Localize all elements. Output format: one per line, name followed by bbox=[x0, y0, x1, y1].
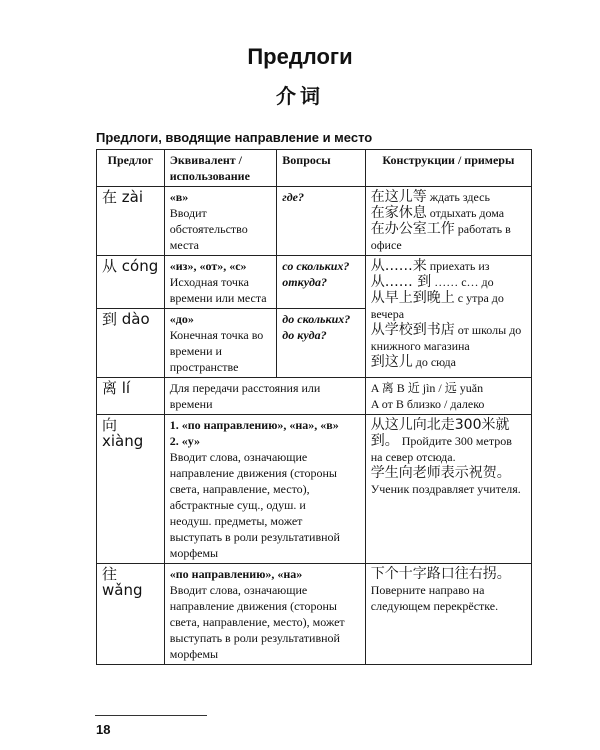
page-subtitle: 介词 bbox=[276, 84, 324, 108]
table-row bbox=[97, 378, 532, 415]
header-cell: Предлог bbox=[97, 150, 165, 187]
equivalent-cell bbox=[164, 256, 277, 309]
example-zh: 下个十字路口往右拐。 bbox=[370, 566, 511, 582]
footer-divider bbox=[95, 715, 207, 716]
example-zh: 从这儿向北走300米就到。 bbox=[370, 417, 510, 449]
example-zh: 到这儿 bbox=[370, 354, 413, 370]
table-header-row bbox=[97, 150, 532, 187]
preposition-cell: 向 xiàng bbox=[97, 415, 165, 564]
example-zh: A 离 B 近 jìn / 远 yuǎn bbox=[370, 381, 484, 395]
question-cell: где? bbox=[277, 187, 365, 256]
example-ru: ждать здесь bbox=[426, 190, 490, 204]
examples-cell bbox=[365, 564, 531, 665]
equivalent-cell: Для передачи расстояния или времени bbox=[164, 378, 365, 415]
equivalent-key: «по направлению», «на» bbox=[169, 567, 303, 581]
equivalent-cell bbox=[164, 309, 277, 378]
example-zh: 在这儿等 bbox=[370, 189, 427, 205]
example-ru: приехать из bbox=[426, 259, 490, 273]
table-row bbox=[97, 564, 532, 665]
example-zh: 从……来 bbox=[370, 258, 427, 274]
preposition-cell: 到 dào bbox=[97, 309, 165, 378]
examples-cell bbox=[365, 378, 531, 415]
equivalent-text: Исходная точка времени или места bbox=[169, 275, 267, 305]
equivalent-key: «до» bbox=[169, 312, 194, 326]
section-heading: Предлоги, вводящие направление и место bbox=[96, 130, 373, 145]
examples-cell bbox=[365, 415, 531, 564]
preposition-cell: 往 wǎng bbox=[97, 564, 165, 665]
example-ru: с утра до вечера bbox=[370, 291, 504, 321]
equivalent-text: Конечная точка во времени и пространстве bbox=[169, 328, 264, 374]
example-ru: Пройдите 300 метров на север отсюда. bbox=[370, 434, 512, 464]
example-zh: 在家休息 bbox=[370, 205, 427, 221]
example-zh: 从早上到晚上 bbox=[370, 290, 455, 306]
equivalent-key: «в» bbox=[169, 190, 189, 204]
example-ru: от школы до книжного магазина bbox=[370, 323, 522, 353]
example-ru: отдыхать дома bbox=[426, 206, 505, 220]
example-ru: Ученик поздравляет учителя. bbox=[370, 482, 521, 496]
table-row bbox=[97, 187, 532, 256]
preposition-cell: 在 zài bbox=[97, 187, 165, 256]
example-ru: A от B близко / далеко bbox=[370, 397, 485, 411]
example-zh: 学生向老师表示祝贺。 bbox=[370, 465, 511, 481]
table-row bbox=[97, 415, 532, 564]
equivalent-key: 1. «по направлению», «на», «в» bbox=[169, 418, 339, 432]
header-cell: Конструкции / примеры bbox=[365, 150, 531, 187]
question-cell: со скольких? откуда? bbox=[277, 256, 365, 309]
equivalent-text: Вводит слова, означающие направление движения (стороны света, направление, место), может выступать в роли результативной морфемы bbox=[169, 583, 345, 661]
example-ru: …… с… до bbox=[431, 275, 494, 289]
example-zh: 从学校到书店 bbox=[370, 322, 455, 338]
example-ru: работать в офисе bbox=[370, 222, 511, 252]
equivalent-cell bbox=[164, 564, 365, 665]
equivalent-cell bbox=[164, 415, 365, 564]
header-cell: Вопросы bbox=[277, 150, 365, 187]
equivalent-cell bbox=[164, 187, 277, 256]
equivalent-key: 2. «у» bbox=[169, 434, 201, 448]
equivalent-text: Вводит слова, означающие направление движения (стороны света, направление, место), абстрактные сущ., одуш. и неодуш. предметы, может выступать в роли результативной морфемы bbox=[169, 450, 340, 560]
examples-cell bbox=[365, 187, 531, 256]
example-ru: до сюда bbox=[412, 355, 456, 369]
preposition-cell: 离 lí bbox=[97, 378, 165, 415]
prepositions-table bbox=[96, 149, 532, 665]
equivalent-text: Вводит обстоятельство места bbox=[169, 206, 248, 252]
examples-cell bbox=[365, 256, 531, 378]
page-title: Предлоги bbox=[247, 44, 353, 69]
page-number: 18 bbox=[96, 722, 111, 737]
preposition-cell: 从 cóng bbox=[97, 256, 165, 309]
question-cell: до скольких? до куда? bbox=[277, 309, 365, 378]
equivalent-key: «из», «от», «с» bbox=[169, 259, 247, 273]
table-row bbox=[97, 256, 532, 309]
example-ru: Поверните направо на следующем перекрёстке. bbox=[370, 583, 499, 613]
example-zh: 从…… 到 bbox=[370, 274, 432, 290]
example-zh: 在办公室工作 bbox=[370, 221, 455, 237]
header-cell: Эквивалент / использование bbox=[164, 150, 277, 187]
